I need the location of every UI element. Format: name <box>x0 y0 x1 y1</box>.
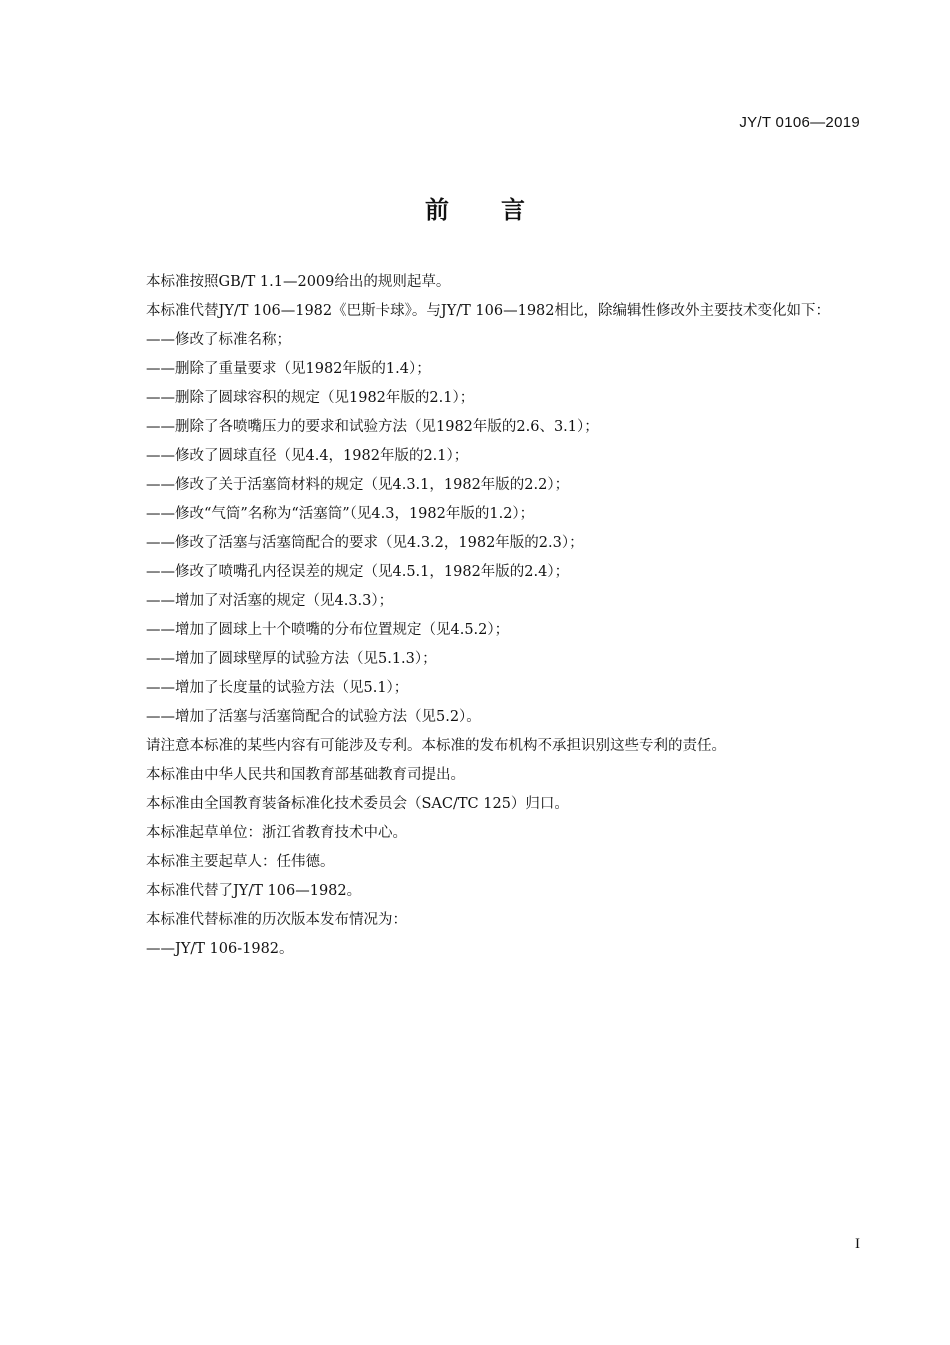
list-item: ——修改了圆球直径（见4.4，1982年版的2.1）； <box>146 448 469 464</box>
paragraph: 本标准代替JY/T 106—1982《巴斯卡球》。与JY/T 106—1982相比，除编辑性修改外主要技术变化如下： <box>146 303 831 319</box>
paragraph: 请注意本标准的某些内容有可能涉及专利。本标准的发布机构不承担识别这些专利的责任。 <box>146 738 726 754</box>
list-item: ——修改了关于活塞筒材料的规定（见4.3.1，1982年版的2.2）； <box>146 477 570 493</box>
page-title: 前言 <box>425 196 577 224</box>
list-item: ——增加了圆球上十个喷嘴的分布位置规定（见4.5.2）； <box>146 622 510 638</box>
list-item: ——修改了活塞与活塞筒配合的要求（见4.3.2，1982年版的2.3）； <box>146 535 584 551</box>
paragraph: 本标准由全国教育装备标准化技术委员会（SAC/TC 125）归口。 <box>146 796 569 812</box>
list-item: ——JY/T 106-1982。 <box>146 941 294 957</box>
paragraph: 本标准起草单位：浙江省教育技术中心。 <box>146 825 407 841</box>
foreword-body <box>117 268 862 964</box>
page-number: I <box>855 1236 860 1252</box>
list-item: ——删除了重量要求（见1982年版的1.4）； <box>146 361 431 377</box>
paragraph: 本标准由中华人民共和国教育部基础教育司提出。 <box>146 767 465 783</box>
paragraph: 本标准代替了JY/T 106—1982。 <box>146 883 362 899</box>
paragraph: 本标准按照GB/T 1.1—2009给出的规则起草。 <box>146 274 451 290</box>
list-item: ——修改了标准名称； <box>146 332 291 348</box>
list-item: ——增加了圆球壁厚的试验方法（见5.1.3）； <box>146 651 437 667</box>
paragraph: 本标准主要起草人：任伟德。 <box>146 854 335 870</box>
list-item: ——增加了活塞与活塞筒配合的试验方法（见5.2）。 <box>146 709 481 725</box>
list-item: ——增加了长度量的试验方法（见5.1）； <box>146 680 409 696</box>
list-item: ——删除了圆球容积的规定（见1982年版的2.1）； <box>146 390 475 406</box>
list-item: ——增加了对活塞的规定（见4.3.3）； <box>146 593 394 609</box>
paragraph: 本标准代替标准的历次版本发布情况为： <box>146 912 407 928</box>
standard-number: JY/T 0106—2019 <box>739 114 860 131</box>
list-item: ——修改“气筒”名称为“活塞筒”（见4.3，1982年版的1.2）； <box>146 506 535 522</box>
list-item: ——删除了各喷嘴压力的要求和试验方法（见1982年版的2.6、3.1）； <box>146 419 599 435</box>
list-item: ——修改了喷嘴孔内径误差的规定（见4.5.1，1982年版的2.4）； <box>146 564 570 580</box>
